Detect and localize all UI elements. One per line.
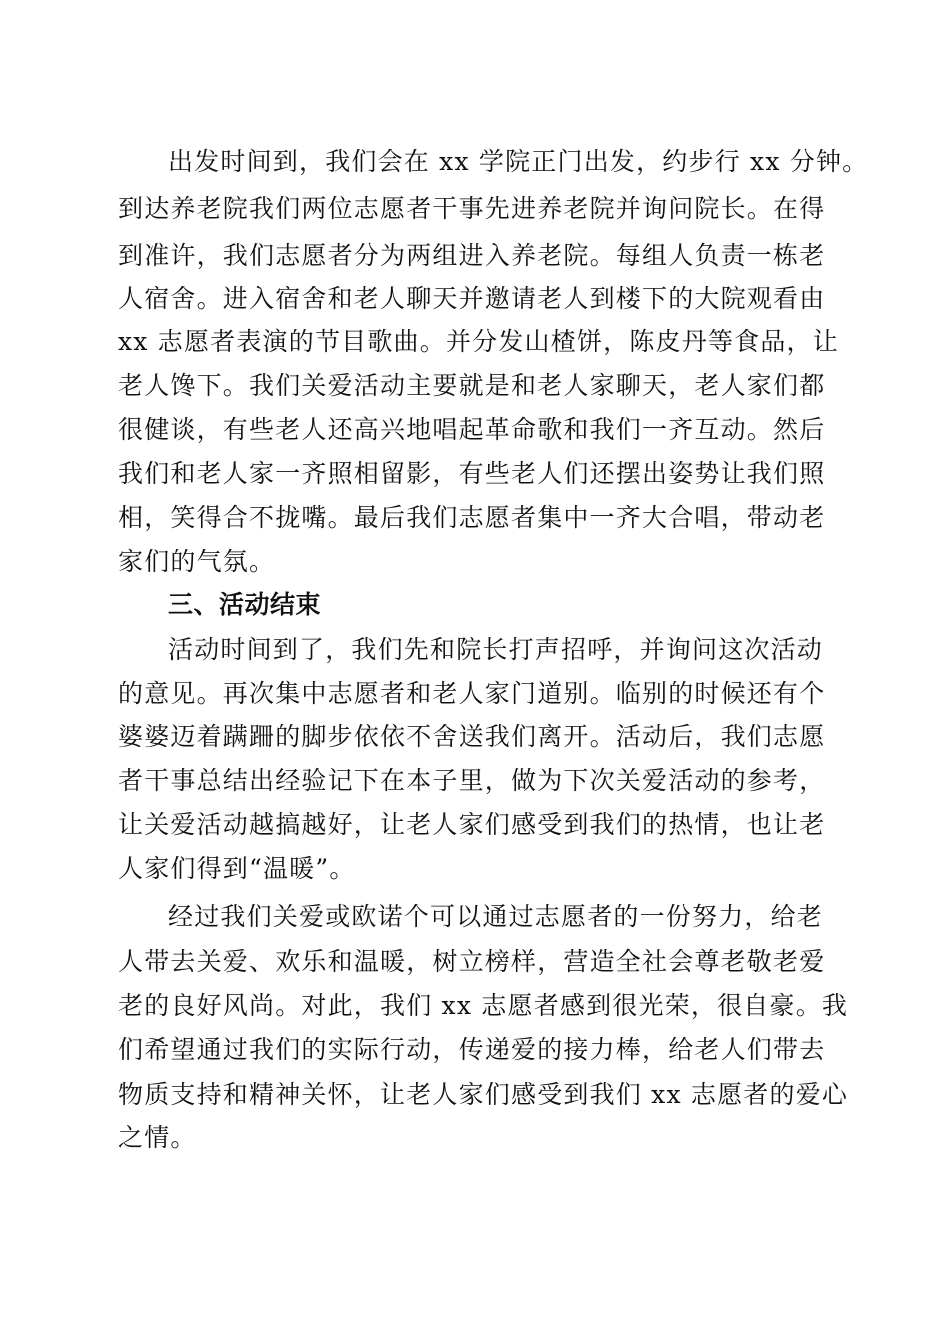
paragraph-1-line-6: 老人馋下。我们关爱活动主要就是和老人家聊天，老人家们都 bbox=[118, 371, 826, 400]
paragraph-3-line-2: 人带去关爱、欢乐和温暖，树立榜样，营造全社会尊老敬老爱 bbox=[118, 947, 826, 976]
paragraph-2-line-3: 婆婆迈着蹒跚的脚步依依不舍送我们离开。活动后，我们志愿 bbox=[118, 722, 826, 751]
paragraph-1-line-7: 很健谈，有些老人还高兴地唱起革命歌和我们一齐互动。然后 bbox=[118, 415, 826, 444]
paragraph-3-line-5: 物质支持和精神关怀，让老人家们感受到我们 xx 志愿者的爱心 bbox=[118, 1080, 849, 1109]
paragraph-3-line-1: 经过我们关爱或欧诺个可以通过志愿者的一份努力，给老 bbox=[168, 902, 824, 931]
paragraph-3-line-6: 之情。 bbox=[118, 1123, 197, 1152]
section-heading: 三、活动结束 bbox=[168, 590, 322, 619]
paragraph-1-line-10: 家们的气氛。 bbox=[118, 547, 276, 576]
paragraph-2-line-4: 者干事总结出经验记下在本子里，做为下次关爱活动的参考， bbox=[118, 766, 826, 795]
paragraph-1-line-4: 人宿舍。进入宿舍和老人聊天并邀请老人到楼下的大院观看由 bbox=[118, 284, 826, 313]
paragraph-3-line-4: 们希望通过我们的实际行动，传递爱的接力棒，给老人们带去 bbox=[118, 1035, 826, 1064]
paragraph-1-line-1: 出发时间到，我们会在 xx 学院正门出发，约步行 xx 分钟。 bbox=[168, 147, 869, 176]
paragraph-2-line-5: 让关爱活动越搞越好，让老人家们感受到我们的热情，也让老 bbox=[118, 810, 826, 839]
paragraph-2-line-2: 的意见。再次集中志愿者和老人家门道别。临别的时候还有个 bbox=[118, 679, 826, 708]
paragraph-1-line-9: 相，笑得合不拢嘴。最后我们志愿者集中一齐大合唱，带动老 bbox=[118, 503, 826, 532]
paragraph-1-line-8: 我们和老人家一齐照相留影，有些老人们还摆出姿势让我们照 bbox=[118, 459, 826, 488]
paragraph-1-line-2: 到达养老院我们两位志愿者干事先进养老院并询问院长。在得 bbox=[118, 194, 826, 223]
paragraph-3-line-3: 老的良好风尚。对此，我们 xx 志愿者感到很光荣，很自豪。我 bbox=[118, 991, 849, 1020]
paragraph-1-line-3: 到准许，我们志愿者分为两组进入养老院。每组人负责一栋老 bbox=[118, 241, 826, 270]
paragraph-2-line-1: 活动时间到了，我们先和院长打声招呼，并询问这次活动 bbox=[168, 635, 824, 664]
paragraph-2-line-6: 人家们得到“温暖”。 bbox=[118, 854, 356, 883]
paragraph-1-line-5: xx 志愿者表演的节目歌曲。并分发山楂饼，陈皮丹等食品，让 bbox=[118, 327, 839, 356]
